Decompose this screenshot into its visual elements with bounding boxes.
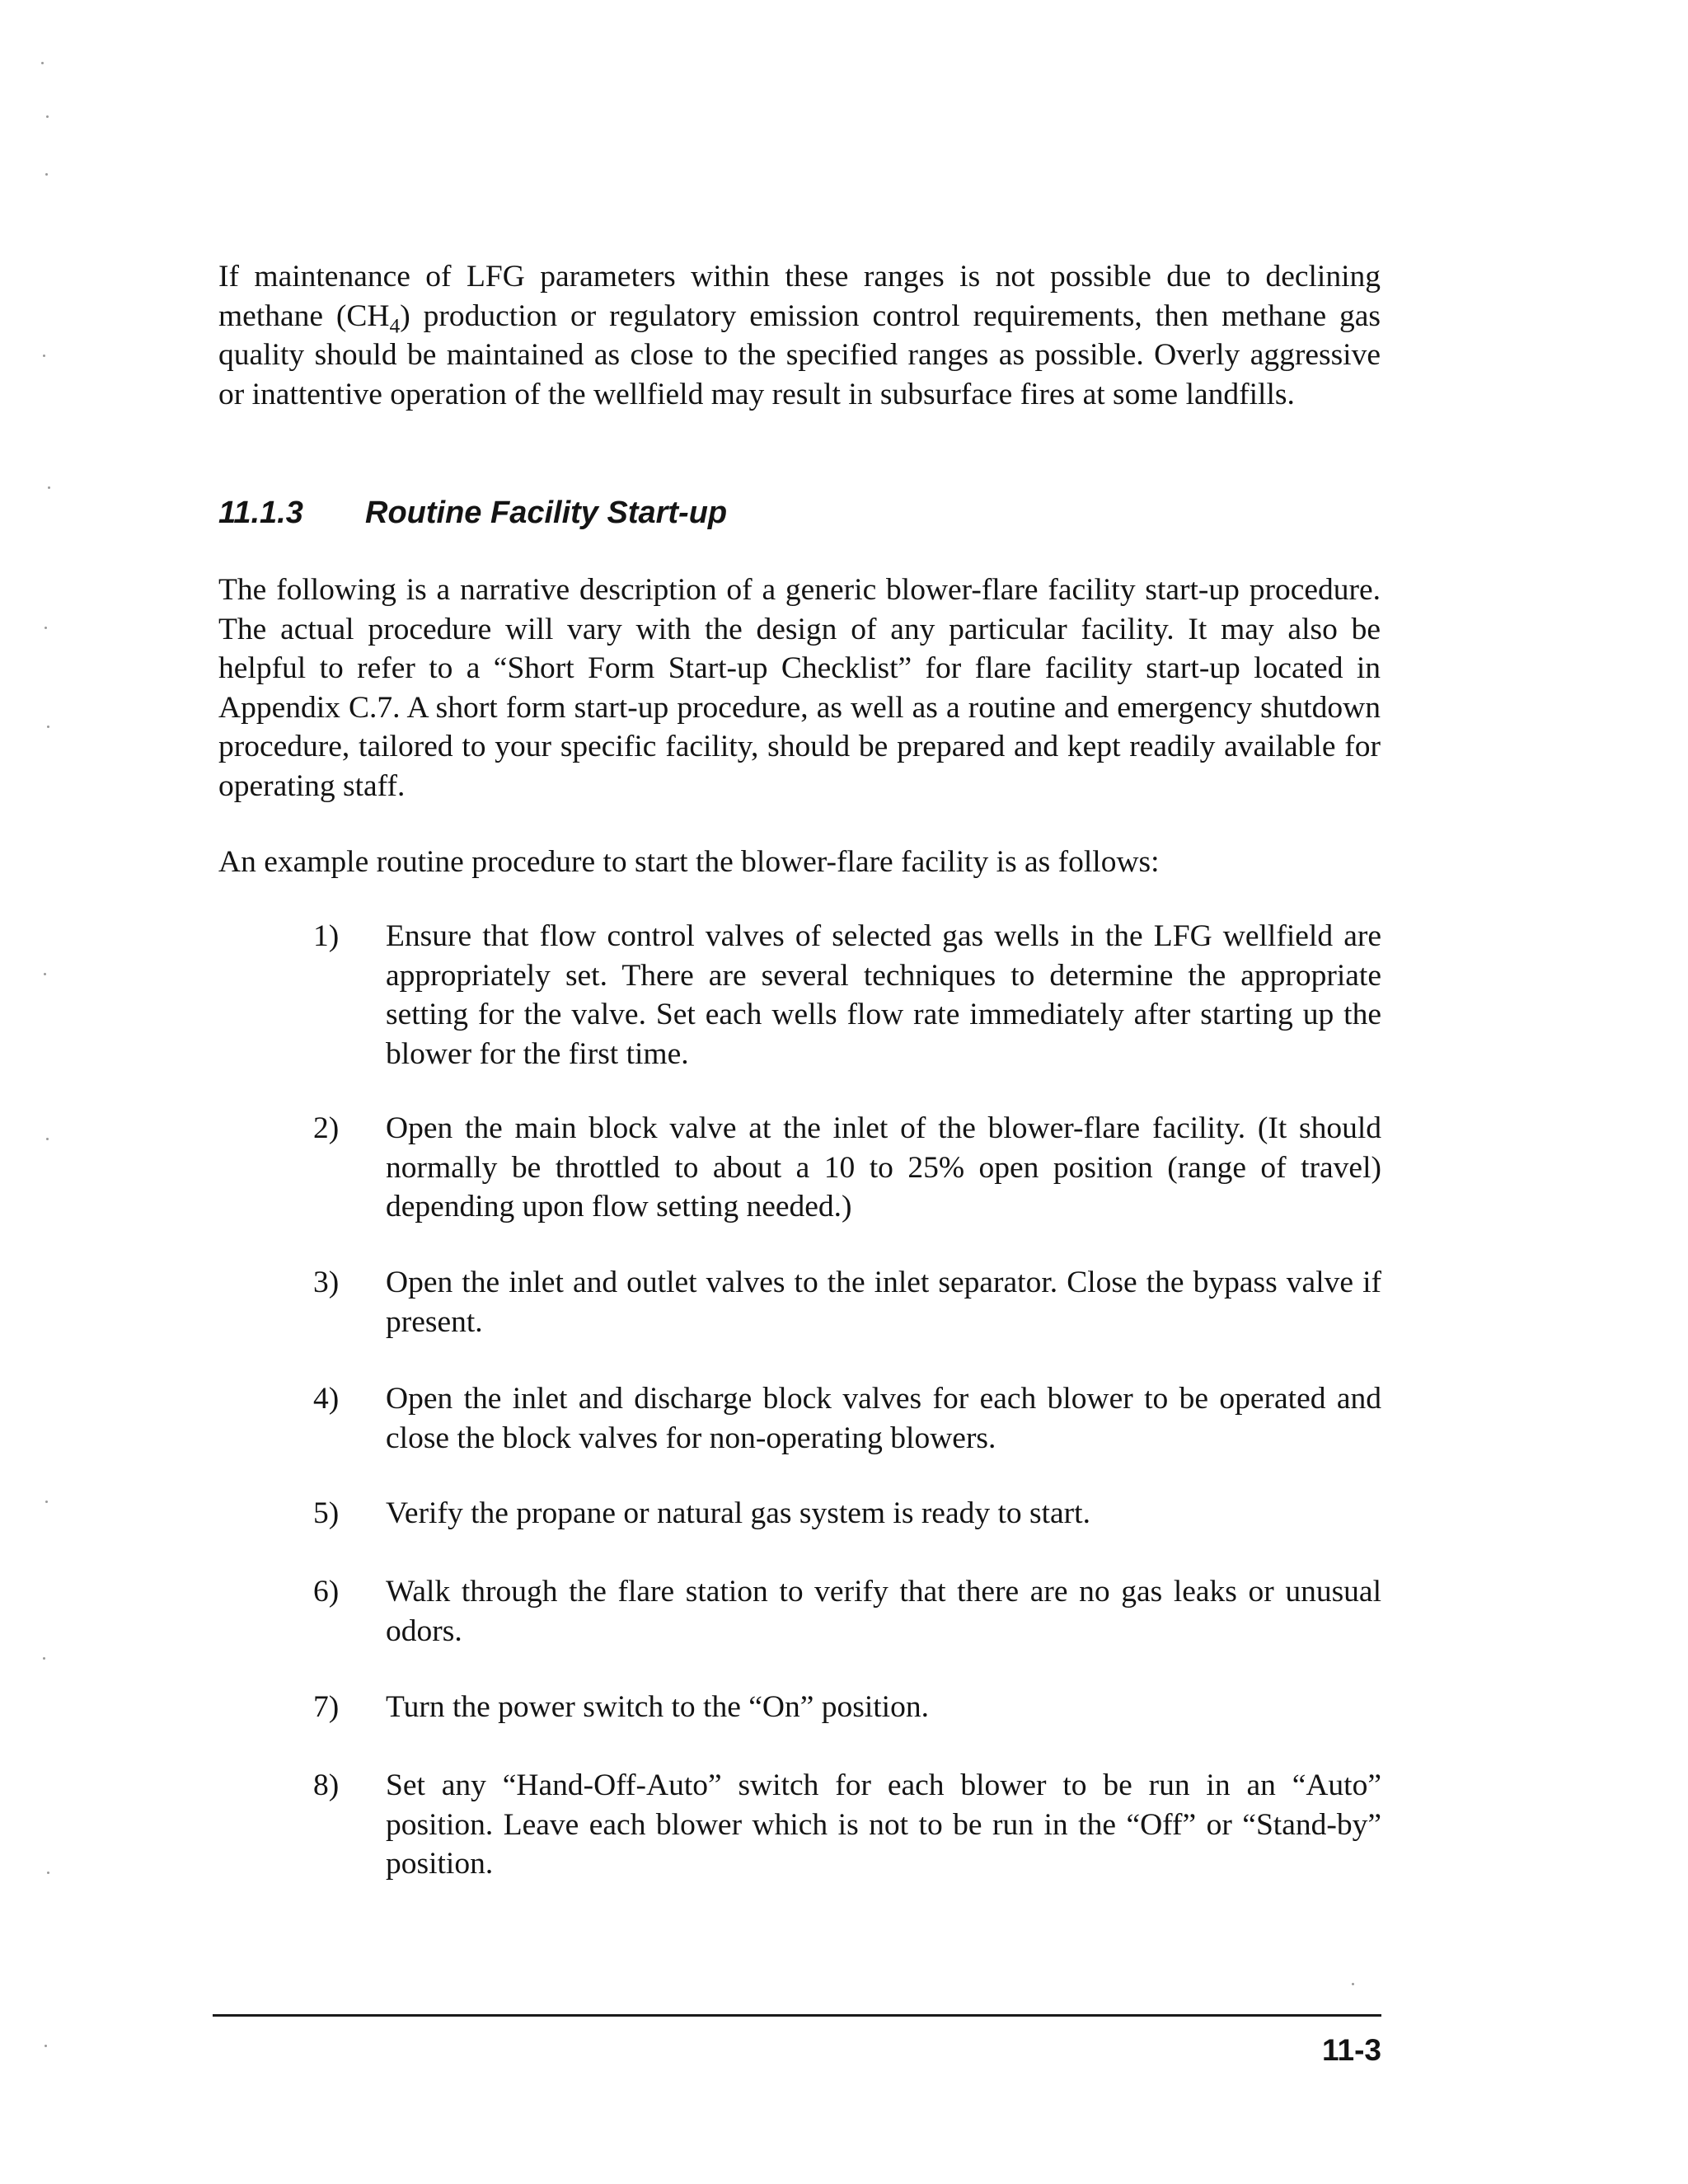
step-number: 8)	[313, 1768, 340, 1802]
list-item	[313, 1263, 1381, 1341]
step-number: 2)	[313, 1111, 340, 1145]
section-title: Routine Facility Start-up	[365, 496, 728, 530]
page-number: 11-3	[1321, 2033, 1381, 2067]
list-item	[313, 917, 1381, 1073]
footer-divider	[213, 2014, 1381, 2017]
step-number: 3)	[313, 1266, 340, 1299]
step-text: Open the inlet and outlet valves to the inlet separator. Close the bypass valve if present.	[386, 1266, 1381, 1339]
example-intro-paragraph: An example routine procedure to start the blower-flare facility is as follows:	[218, 845, 1160, 879]
intro-paragraph	[218, 257, 1381, 414]
step-text: Walk through the flare station to verify that there are no gas leaks or unusual odors.	[386, 1575, 1381, 1648]
step-number: 4)	[313, 1382, 340, 1416]
list-item	[313, 1494, 1381, 1533]
list-item	[313, 1688, 1381, 1727]
step-number: 6)	[313, 1575, 340, 1609]
step-number: 5)	[313, 1496, 340, 1530]
section-number: 11.1.3	[218, 496, 303, 530]
intro-text-after-subscript: ) production or regulatory emission control requirements, then methane gas quality should be maintained as close to the specified ranges as possible. Overly aggressive or inattentive operation of the wellfield may result in subsurface fires at some landfills.	[218, 298, 1381, 411]
narrative-paragraph: The following is a narrative description of a generic blower-flare facility start-up procedure. The actual procedure will vary with the design of any particular facility. It may also be helpful to refer to a “Short Form Start-up Checklist” for flare facility start-up located in Appendix C.7. A short form start-up procedure, as well as a routine and emergency shutdown procedure, tailored to your specific facility, should be prepared and kept readily available for operating staff.	[218, 573, 1381, 803]
step-text: Open the main block valve at the inlet of the blower-flare facility. (It should normally be throttled to about a 10 to 25% open position (range of travel) depending upon flow setting needed.)	[386, 1111, 1381, 1224]
section-heading	[218, 493, 727, 533]
step-text: Turn the power switch to the “On” position.	[386, 1690, 929, 1724]
step-text: Ensure that flow control valves of selected gas wells in the LFG wellfield are appropriately set. There are several techniques to determine the appropriate setting for the valve. Set each wells flow rate immediately after starting up the blower for the first time.	[386, 919, 1381, 1071]
list-item	[313, 1109, 1381, 1227]
intro-subscript: 4	[389, 313, 401, 337]
step-text: Open the inlet and discharge block valves for each blower to be operated and close the block valves for non-operating blowers.	[386, 1382, 1381, 1455]
intro-text-before-subscript: If maintenance of LFG parameters within these ranges is not possible due to declining methane (CH	[218, 260, 1381, 333]
step-number: 1)	[313, 919, 340, 953]
list-item	[313, 1766, 1381, 1884]
step-text: Verify the propane or natural gas system is ready to start.	[386, 1496, 1090, 1530]
list-item	[313, 1572, 1381, 1651]
step-text: Set any “Hand-Off-Auto” switch for each blower to be run in an “Auto” position. Leave each blower which is not to be run in the “Off” or “Stand-by” position.	[386, 1768, 1381, 1881]
list-item	[313, 1379, 1381, 1458]
step-number: 7)	[313, 1690, 340, 1724]
